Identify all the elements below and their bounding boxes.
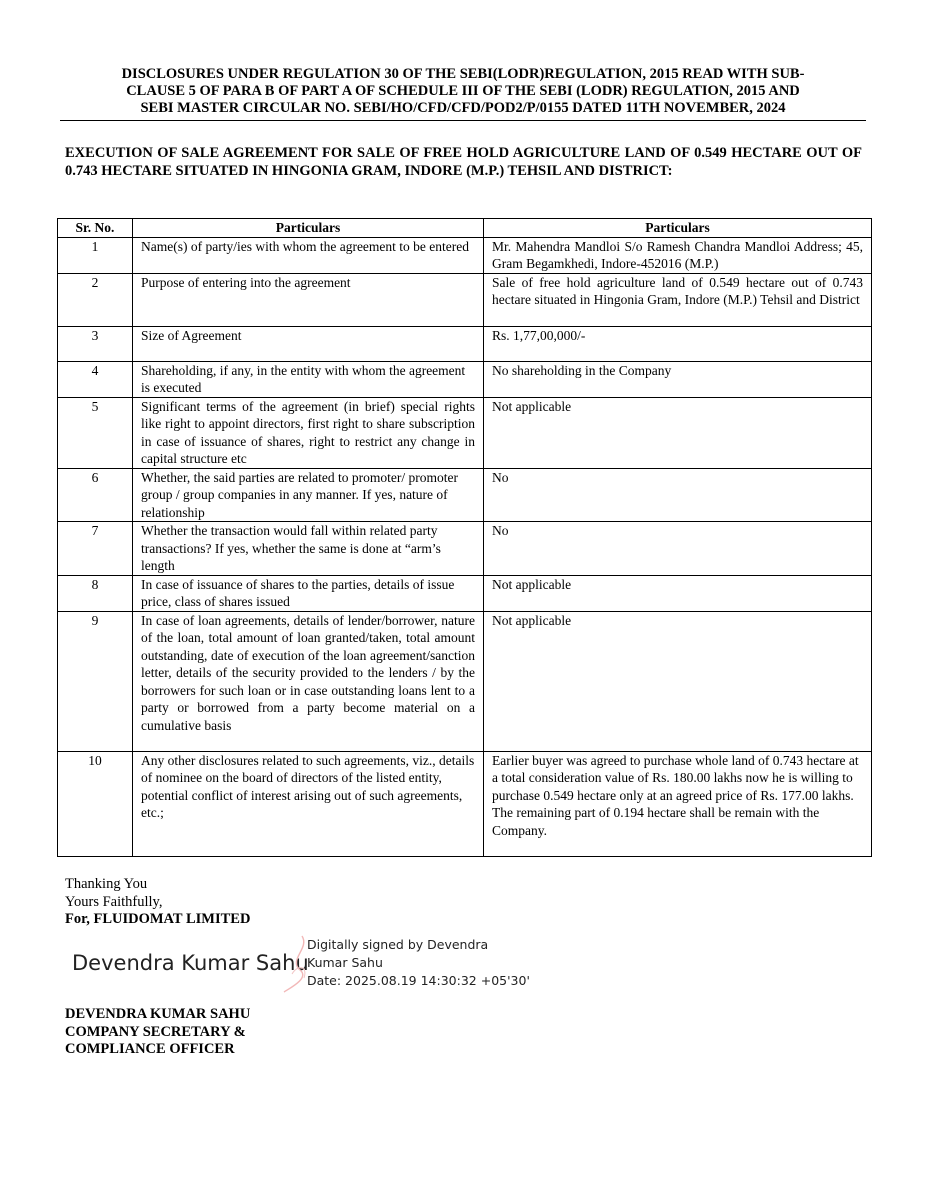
closing-block [65, 876, 250, 929]
disclosure-table [57, 218, 872, 857]
signatory-block [65, 1006, 250, 1059]
column-header-details: Particulars [484, 219, 872, 238]
particular-cell: In case of loan agreements, details of lender/borrower, nature of the loan, total amount of loan granted/taken, total amount outstanding, date of execution of the loan agreement/sanction letter, details of the security provided to the lenders / by the borrowers for such loan or in case outstanding loans lent to a party or borrowed from a party become material on a cumulative basis [133, 611, 484, 751]
document-header [60, 66, 866, 121]
table-row [58, 237, 872, 273]
digital-signature-details [307, 936, 530, 990]
detail-cell: No shareholding in the Company [484, 361, 872, 397]
particular-cell: Whether the transaction would fall within related party transactions? If yes, whether the same is done at “arm’s length [133, 522, 484, 576]
particular-cell: In case of issuance of shares to the parties, details of issue price, class of shares issued [133, 575, 484, 611]
sr-no-cell: 2 [58, 273, 133, 326]
table-row [58, 522, 872, 576]
header-line: SEBI MASTER CIRCULAR NO. SEBI/HO/CFD/CFD/POD2/P/0155 DATED 11TH NOVEMBER, 2024 [140, 100, 786, 116]
sr-no-cell: 4 [58, 361, 133, 397]
header-line: DISCLOSURES UNDER REGULATION 30 OF THE SEBI(LODR)REGULATION, 2015 READ WITH SUB- [121, 66, 805, 82]
particular-cell: Significant terms of the agreement (in brief) special rights like right to appoint directors, first right to share subscription in case of issuance of shares, right to restrict any change in capital structure etc [133, 397, 484, 468]
signature-meta-line: Kumar Sahu [307, 955, 383, 970]
particular-cell: Name(s) of party/ies with whom the agreement to be entered [133, 237, 484, 273]
closing-company: For, FLUIDOMAT LIMITED [65, 911, 251, 927]
sr-no-cell: 8 [58, 575, 133, 611]
detail-cell: Sale of free hold agriculture land of 0.549 hectare out of 0.743 hectare situated in Hingonia Gram, Indore (M.P.) Tehsil and District [484, 273, 872, 326]
table-row [58, 397, 872, 468]
detail-cell [484, 751, 872, 856]
sr-no-cell: 7 [58, 522, 133, 576]
sr-no-cell: 5 [58, 397, 133, 468]
table-row [58, 326, 872, 361]
detail-cell: Not applicable [484, 397, 872, 468]
closing-salutation: Yours Faithfully, [65, 893, 163, 910]
signature-date: Date: 2025.08.19 14:30:32 +05'30' [307, 973, 530, 988]
signatory-name: DEVENDRA KUMAR SAHU [65, 1006, 251, 1022]
detail-cell: Not applicable [484, 611, 872, 751]
table-row [58, 751, 872, 856]
signatory-title: COMPANY SECRETARY & [65, 1023, 246, 1040]
particular-cell: Any other disclosures related to such agreements, viz., details of nominee on the board of directors of the listed entity, potential conflict of interest arising out of such agreements, etc.; [133, 751, 484, 856]
detail-cell: Not applicable [484, 575, 872, 611]
table-header-row [58, 219, 872, 238]
digital-signature-name: Devendra Kumar Sahu [72, 951, 309, 975]
table-row [58, 575, 872, 611]
table-row [58, 611, 872, 751]
sr-no-cell: 3 [58, 326, 133, 361]
detail-cell: No [484, 522, 872, 576]
particular-cell: Whether, the said parties are related to promoter/ promoter group / group companies in any manner. If yes, nature of relationship [133, 468, 484, 522]
particular-cell: Purpose of entering into the agreement [133, 273, 484, 326]
sr-no-cell: 6 [58, 468, 133, 522]
detail-paragraph: Earlier buyer was agreed to purchase whole land of 0.743 hectare at a total consideration value of Rs. 180.00 lakhs now he is willing to purchase 0.549 hectare only at an agreed price of Rs. 177.00 lakhs. [492, 752, 859, 803]
signature-meta-line: Digitally signed by Devendra [307, 937, 489, 952]
detail-cell: No [484, 468, 872, 522]
table-row [58, 361, 872, 397]
sr-no-cell: 10 [58, 751, 133, 856]
subject-heading: EXECUTION OF SALE AGREEMENT FOR SALE OF FREE HOLD AGRICULTURE LAND OF 0.549 HECTARE OUT OF 0.743 HECTARE SITUATED IN HINGONIA GRAM, INDORE (M.P.) TEHSIL AND DISTRICT: [65, 145, 862, 179]
column-header-particulars: Particulars [133, 219, 484, 238]
particular-cell: Shareholding, if any, in the entity with whom the agreement is executed [133, 361, 484, 397]
detail-cell: Mr. Mahendra Mandloi S/o Ramesh Chandra Mandloi Address; 45, Gram Begamkhedi, Indore-452016 (M.P.) [484, 237, 872, 273]
particular-cell: Size of Agreement [133, 326, 484, 361]
table-row [58, 273, 872, 326]
sr-no-cell: 9 [58, 611, 133, 751]
closing-thanks: Thanking You [65, 876, 148, 892]
header-line: CLAUSE 5 OF PARA B OF PART A OF SCHEDULE III OF THE SEBI (LODR) REGULATION, 2015 AND [126, 83, 800, 99]
column-header-sr-no: Sr. No. [58, 219, 133, 238]
detail-paragraph: The remaining part of 0.194 hectare shall be remain with the Company. [492, 805, 820, 838]
table-row [58, 468, 872, 522]
detail-cell: Rs. 1,77,00,000/- [484, 326, 872, 361]
sr-no-cell: 1 [58, 237, 133, 273]
signatory-title: COMPLIANCE OFFICER [65, 1041, 235, 1057]
